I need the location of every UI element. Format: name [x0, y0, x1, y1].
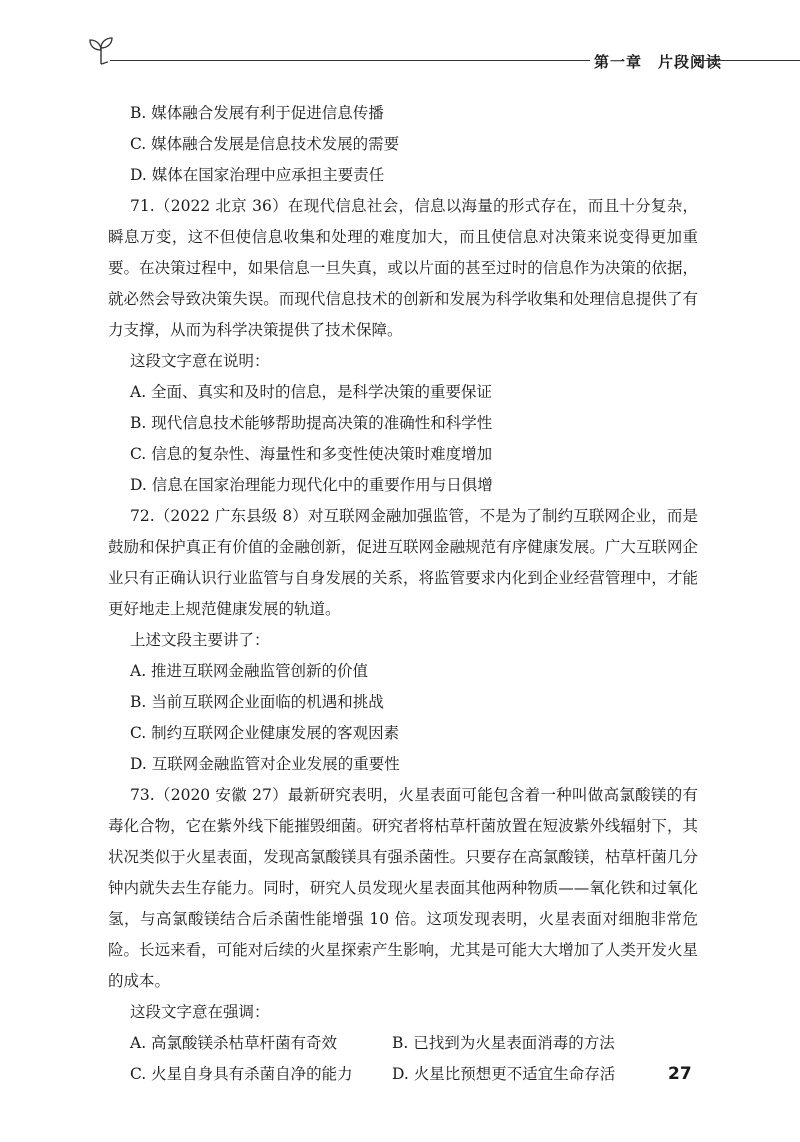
q71-option-a: A. 全面、真实和及时的信息，是科学决策的重要保证 — [130, 383, 493, 401]
sprout-icon — [86, 34, 116, 70]
q73-options-row-2 — [108, 1059, 698, 1090]
q73-option-c: C. 火星自身具有杀菌自净的能力 — [130, 1065, 353, 1083]
q72-option-d: D. 互联网金融监管对企业发展的重要性 — [130, 755, 400, 773]
q73-option-b: B. 已找到为火星表面消毒的方法 — [392, 1034, 615, 1052]
q71-option-d: D. 信息在国家治理能力现代化中的重要作用与日俱增 — [130, 476, 493, 494]
q72-option-a: A. 推进互联网金融监管创新的价值 — [130, 662, 369, 680]
q73-option-a: A. 高氯酸镁杀枯草杆菌有奇效 — [130, 1034, 338, 1052]
q70-option-b: B. 媒体融合发展有利于促进信息传播 — [130, 104, 384, 122]
q73-passage: 73.（2020 安徽 27）最新研究表明，火星表面可能包含着一种叫做高氯酸镁的有毒化合物，它在紫外线下能摧毁细菌。研究者将枯草杆菌放置在短波紫外线辐射下，其状况类似于火星表面，发现高氯酸镁具有强杀菌性。只要存在高氯酸镁，枯草杆菌几分钟内就失去生存能力。同时，研究人员发现火星表面其他两种物质——氧化铁和过氧化氢，与高氯酸镁结合后杀菌性能增强 10 倍。这项发现表明，火星表面对细胞非常危险。长远来看，可能对后续的火星探索产生影响，尤其是可能大大增加了人类开发火星的成本。 — [108, 786, 698, 990]
q71-passage: 71.（2022 北京 36）在现代信息社会，信息以海量的形式存在，而且十分复杂，瞬息万变，这不但使信息收集和处理的难度加大，而且使信息对决策来说变得更加重要。在决策过程中，如果信息一旦失真，或以片面的甚至过时的信息作为决策的依据，就必然会导致决策失误。而现代信息技术的创新和发展为科学收集和处理信息提供了有力支撑，从而为科学决策提供了技术保障。 — [108, 197, 698, 339]
q73-option-d: D. 火星比预想更不适宜生命存活 — [392, 1065, 616, 1083]
header-rule-right — [696, 60, 800, 61]
running-header — [86, 34, 800, 74]
chapter-title: 第一章 片段阅读 — [594, 53, 723, 71]
header-rule-left — [110, 60, 590, 61]
q71-option-c: C. 信息的复杂性、海量性和多变性使决策时难度增加 — [130, 445, 493, 463]
q72-option-c: C. 制约互联网企业健康发展的客观因素 — [130, 724, 400, 742]
q70-option-c: C. 媒体融合发展是信息技术发展的需要 — [130, 135, 400, 153]
q73-prompt: 这段文字意在强调： — [130, 1003, 270, 1021]
q72-prompt: 上述文段主要讲了： — [130, 631, 270, 649]
q71-prompt: 这段文字意在说明： — [130, 352, 270, 370]
page-content — [108, 98, 698, 1090]
q70-option-d: D. 媒体在国家治理中应承担主要责任 — [130, 166, 385, 184]
q73-options-row-1 — [108, 1028, 698, 1059]
page-number: 27 — [668, 1064, 692, 1084]
q71-option-b: B. 现代信息技术能够帮助提高决策的准确性和科学性 — [130, 414, 493, 432]
q72-option-b: B. 当前互联网企业面临的机遇和挑战 — [130, 693, 384, 711]
q72-passage: 72.（2022 广东县级 8）对互联网金融加强监管，不是为了制约互联网企业，而是鼓励和保护真正有价值的金融创新，促进互联网金融规范有序健康发展。广大互联网企业只有正确认识行业监管与自身发展的关系，将监管要求内化到企业经营管理中，才能更好地走上规范健康发展的轨道。 — [108, 507, 698, 618]
